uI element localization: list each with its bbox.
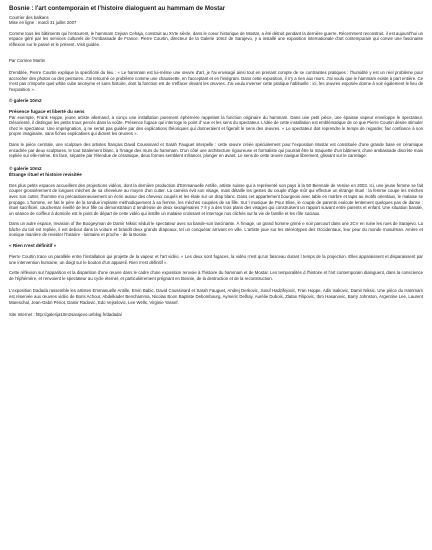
paragraph-2: Par exemple, Frank Hoppe, jeune artiste allemand, a conçu une installation purement éphémère rappelant la fonction originaire du hammam. Dans une petit pièce, une épaisse vapeur enveloppe le spectateur. Désorienté, il distingue les petits trous percés dans la voûte. Présence fugace qui interroge le point d' vue et les sens du spectateur. L'idée de cette installation est emblématique de ce que Pierre Courtin désire stimuler chez le spectateur. Une imprégnation, q ne serait pas guidée par des explications théoriques qui donneraient et figeraît le sens des œuvres. « Le spectateur doit reprendre le temps de regarder, fair confiance à son propre imaginaire, sans fiches explicatives qui dictent les œuvres ». — [9, 114, 423, 137]
paragraph-3: Dans le pièce centrale, une sculpture des artistes français David Coussinard et Sarah Fauguet interpelle : cette œuvre créée spécialement pour l'exposition Mostar est constituée d'une grande base en céramique encadrée par deux sculptures, le tout totalement blanc, à l'image des murs du hammam. D'un côté une architecture rigoureuse et formaliste qui pourrait être la maquette d'un bâtiment, d'une ambassade discrète mais repliée sur elle-même. En face, séparée par l'étendue de céramique, deux formes semblent s'élancer, plonger en avant. Le sens de cette œuvre navigue librement, glissant sur le carrelage. — [9, 141, 423, 159]
section-heading-1: Présence fugace et liberté du sens — [9, 108, 85, 114]
photo-credit-2: © galerie 10m2 — [9, 165, 42, 171]
article-title: Bosnie : l'art contemporain et l'histoire dialoguent au hammam de Mostar — [9, 5, 226, 12]
paragraph-4: Des plus petits espaces accueillent des projections vidéos, dont la dernière production d'Emmanuelle Antille, artiste suisse qui a représenté son pays à la 50 Biennale de Venise en 2003. Ici, une jeune femme se fait couper grossièrement de longues mèches de sa chevelure au moyen d'un cutter. La caméra évit son visage, mais détaille les gestes du couple d'âge mûr qui effectue un étrange rituel : la femme coupe les mèches avec son cutter, l'homme mo précautionneusement un écrin autour des cheveux coupés et les étale sur un drap blanc. Dans cet appartement bourgeois avec table en marbre et tapis au motifs orientaux, le malaise se propage. L'homme, en fait le père de la tondue implante méthodiquement à sa femme, les mèches coupées de sa fille. Sur l musique de Pour Elise, le couple de parents exécute lentement quelques pas de danse : rituel sacrificiel, cauchemar éveillé de leur fille ou démonstration d tendresse de deux sexagénaires ? Il y a des trois plans des visages qui construisent un rapport suivant entre parents et enfant. Une situation banale, un séance de coiffeur à domicile est le point de départ de cette vidéo qui instille un malaise croissant et interroge nos clichés sur la vie de famille et les rôle sociaux. — [9, 182, 423, 216]
photo-credit-1: © galerie 10m2 — [9, 97, 42, 103]
paragraph-1: D'emblée, Pierre Courtin explique la spécificité du lieu : « Le hammam est lui-même une œuvre d'art, je l'ai envisagé ainsi tout en prenant compte de se contraintes pratiques : l'humidité y est un réel problème pour accrocher des photos ou des peintures. J'ai retourné ce problème comme une chaussette, en l'acceptant et en l'intégrant. Dans cette exposition, il n'y a rien aux murs. J'ai voulu que le hammam existe à part entière. Ce n'est pas n'importe quel white cube anonyme et sans histoire, dont la fonction est de s'effacer devant les œuvres. J'ai voulu inverser cette pratique habituelle : ici, les œuvres exposée donne à voir également le lieu de l'exposition ». — [9, 70, 423, 92]
website-link[interactable]: Site Internet : http://galerija10m2sarajevo.unblog.fr/dadada/ — [9, 312, 122, 318]
article-date: Mise en ligne : mardi 31 juillet 2007 — [9, 20, 77, 26]
article-source: Courrier des balkans — [9, 15, 49, 20]
quote-heading: « Rien n'est définitif » — [9, 243, 57, 249]
paragraph-5: Dans un autre espace, Invasion of the Boogeyman de Damir Niksic séduit le spectateur avec sa bande-son lancinante. À l'image, un grand homme grimé e noir parcourt dans une 2CV en ruine les rues de Sarajevo. La bâche du toit est repliée, il est debout dans la voiture et brandit deux grands drapeaux, tel un conquérar arrivant en ville. L'artiste joue sur les stéréotypes des Occidentaux, leur peur du monde musulman. Amère et ironique manière de revisiter l'histoire - lointaine et proche - de la Bosnie. — [9, 221, 423, 238]
paragraph-6: Pierre Courtin trace un parallèle entre l'installation qui projette de la vapeur et l'art vidéo. « Les deux sont fugaces, la vidéo n'est qu'un faisceau durant l temps de la projection. Elles apparaissent et disparaissent par une intervention humaine, un doigt sur le bouton d'un appareil. Rien n'est définitif ». — [9, 254, 423, 265]
paragraph-8: L'exposition Dadada rassemble les artistes Emmanuelle Antille, Ervin Babic, David Coussinard et Sarah Fauguet, Andrej Derkovic, Jusuf Hadzifejovic, Fran Hoppe, Adis Isakovic, Damir Niksic. Une pièce du Hammam est réservée aux œuvres vidéo de Boris Achour, Abdelkader Benchamma, Nicolas Boon Baptiste Debombourg, Aymeric Delhay, Aurélie Dubois, Zlatan Filipovic, Ibro Hasanovic, Barry Johnston, Argentine Lee, Laurent Mareschal, Jean-Gabri Périot, Damir Radovic, Edo Vejselovic, Lee Wells, Virginie Yassef. — [9, 288, 423, 305]
article-intro: Comme tous les bâtiments qui l'entourent, le hammam Cejvan Cehaja, construit au XVIe siècle, dans le coeur historique de Mostar, a été détruit pendant la dernière guerre. Récemment reconstruit, il est aujourd'hui un espace géré par les services culturels de l'Ambassade de France. Pierre Courtin, directeur de la Galerie 10m2 de Sarajevo, y a installé une exposition internationale d'art contemporain qui convie une fascinante réflexion sur le passé et le présent. Visit guidée. — [9, 30, 423, 47]
article-author: Par Corinne Martin — [9, 57, 46, 63]
section-heading-2: Étrange rituel et histoire revisitée — [9, 171, 82, 177]
paragraph-7: Cette réflexion sur l'apparition et la disparition d'une œuvre dans le cadre d'une exposition renvoie à l'histoire du hammam et de Mostar. Les temporalités d l'histoire et l'art contemporain dialoguent, dans la conscience de l'éphémère, et renvoient le spectateur au cycle éternel, et particulièrement prégnant en Bosnie, de la destruction et de la reconstruction. — [9, 270, 423, 281]
